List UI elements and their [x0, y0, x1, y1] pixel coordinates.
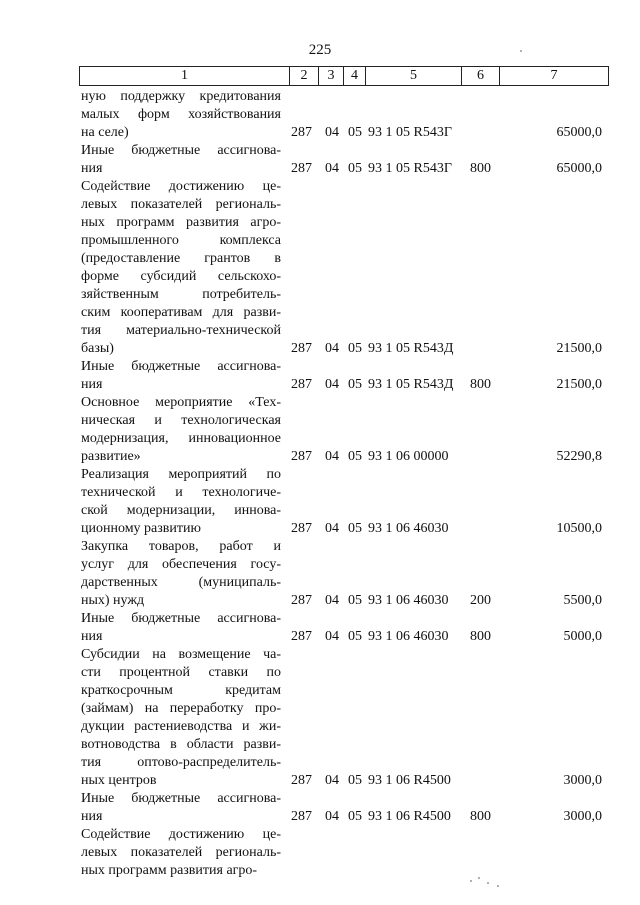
row-code-expense-type: 800	[470, 377, 491, 392]
row-description	[81, 646, 281, 790]
row-code-subsection: 05	[348, 773, 362, 788]
row-code-subsection: 05	[348, 593, 362, 608]
row-code-target: 93 1 05 R543Д	[368, 377, 454, 392]
description-line: малых форм хозяйствования	[81, 107, 281, 122]
row-amount: 3000,0	[563, 809, 602, 824]
row-code-target: 93 1 06 00000	[368, 449, 449, 464]
row-description	[81, 538, 281, 610]
description-line: ния	[81, 161, 103, 176]
row-code-subsection: 05	[348, 341, 362, 356]
table-header	[79, 66, 609, 86]
row-code-section: 04	[325, 449, 339, 464]
scan-speck	[520, 50, 522, 52]
row-code-admin: 287	[291, 377, 312, 392]
row-code-admin: 287	[291, 773, 312, 788]
row-description	[81, 178, 281, 358]
description-line: сти процентной ставки по	[81, 665, 281, 680]
description-line: дарственных (муниципаль-	[81, 575, 281, 590]
header-col-2: 2	[289, 67, 318, 85]
row-code-section: 04	[325, 341, 339, 356]
row-code-admin: 287	[291, 521, 312, 536]
row-code-section: 04	[325, 377, 339, 392]
row-code-subsection: 05	[348, 161, 362, 176]
page-number: 225	[308, 42, 332, 58]
description-line: дукции растениеводства и жи-	[81, 719, 281, 734]
header-col-7: 7	[499, 67, 608, 85]
description-line: Содействие достижению це-	[81, 179, 281, 194]
description-line: ния	[81, 377, 103, 392]
row-code-target: 93 1 05 R543Г	[368, 125, 452, 140]
description-line: Основное мероприятие «Тех-	[81, 395, 281, 410]
description-line: ния	[81, 629, 103, 644]
row-description	[81, 790, 281, 826]
description-line: Закупка товаров, работ и	[81, 539, 281, 554]
row-code-admin: 287	[291, 161, 312, 176]
row-code-section: 04	[325, 809, 339, 824]
row-code-target: 93 1 05 R543Г	[368, 161, 452, 176]
row-code-expense-type: 200	[470, 593, 491, 608]
description-line: ных) нужд	[81, 593, 145, 608]
row-code-section: 04	[325, 593, 339, 608]
row-code-subsection: 05	[348, 449, 362, 464]
description-line: форме субсидий сельскохо-	[81, 269, 281, 284]
description-line: (предоставление грантов в	[81, 251, 281, 266]
description-line: технической и технологиче-	[81, 485, 281, 500]
row-code-subsection: 05	[348, 521, 362, 536]
description-line: Иные бюджетные ассигнова-	[81, 611, 281, 626]
row-code-section: 04	[325, 161, 339, 176]
row-amount: 10500,0	[556, 521, 602, 536]
row-amount: 21500,0	[556, 341, 602, 356]
row-code-expense-type: 800	[470, 809, 491, 824]
description-line: (займам) на переработку про-	[81, 701, 281, 716]
description-line: ния	[81, 809, 103, 824]
row-code-subsection: 05	[348, 377, 362, 392]
description-line: левых показателей региональ-	[81, 845, 281, 860]
header-col-5: 5	[365, 67, 461, 85]
description-line: ных центров	[81, 773, 157, 788]
row-code-admin: 287	[291, 629, 312, 644]
description-line: Иные бюджетные ассигнова-	[81, 359, 281, 374]
row-code-expense-type: 800	[470, 161, 491, 176]
row-description	[81, 142, 281, 178]
row-amount: 65000,0	[556, 161, 602, 176]
row-amount: 21500,0	[556, 377, 602, 392]
scan-speck	[478, 877, 480, 879]
row-code-subsection: 05	[348, 809, 362, 824]
description-line: услуг для обеспечения госу-	[81, 557, 281, 572]
scan-speck	[497, 885, 499, 887]
description-line: ных программ развития агро-	[81, 215, 281, 230]
description-line: Субсидии на возмещение ча-	[81, 647, 281, 662]
row-code-target: 93 1 06 46030	[368, 629, 449, 644]
header-col-6: 6	[461, 67, 499, 85]
row-code-section: 04	[325, 773, 339, 788]
description-line: краткосрочным кредитам	[81, 683, 281, 698]
row-code-target: 93 1 06 46030	[368, 521, 449, 536]
row-description	[81, 466, 281, 538]
description-line: тия оптово-распределитель-	[81, 755, 281, 770]
row-code-section: 04	[325, 125, 339, 140]
row-description	[81, 358, 281, 394]
row-code-admin: 287	[291, 809, 312, 824]
description-line: развитие»	[81, 449, 141, 464]
row-code-admin: 287	[291, 449, 312, 464]
header-col-1: 1	[181, 68, 188, 83]
row-description	[81, 826, 281, 880]
row-code-subsection: 05	[348, 629, 362, 644]
description-line: на селе)	[81, 125, 129, 140]
description-line: Иные бюджетные ассигнова-	[81, 791, 281, 806]
row-code-section: 04	[325, 521, 339, 536]
header-col-4: 4	[343, 67, 365, 85]
description-line: Реализация мероприятий по	[81, 467, 281, 482]
row-code-target: 93 1 06 R4500	[368, 773, 451, 788]
description-line: тия материально-технической	[81, 323, 281, 338]
row-code-target: 93 1 05 R543Д	[368, 341, 454, 356]
description-line: ским кооперативам для разви-	[81, 305, 281, 320]
description-line: ской модернизации, иннова-	[81, 503, 281, 518]
row-amount: 65000,0	[556, 125, 602, 140]
row-amount: 3000,0	[563, 773, 602, 788]
description-line: ных программ развития агро-	[81, 863, 258, 878]
description-line: Содействие достижению це-	[81, 827, 281, 842]
description-line: базы)	[81, 341, 114, 356]
row-description	[81, 610, 281, 646]
row-code-admin: 287	[291, 125, 312, 140]
row-code-admin: 287	[291, 593, 312, 608]
row-code-admin: 287	[291, 341, 312, 356]
row-code-subsection: 05	[348, 125, 362, 140]
description-line: модернизация, инновационное	[81, 431, 281, 446]
row-code-section: 04	[325, 629, 339, 644]
row-amount: 5000,0	[563, 629, 602, 644]
description-line: промышленного комплекса	[81, 233, 281, 248]
description-line: Иные бюджетные ассигнова-	[81, 143, 281, 158]
description-line: вотноводства в области разви-	[81, 737, 281, 752]
description-line: зяйственным потребитель-	[81, 287, 281, 302]
scan-speck	[470, 880, 472, 882]
row-description	[81, 88, 281, 142]
header-col-3: 3	[318, 67, 343, 85]
row-code-target: 93 1 06 46030	[368, 593, 449, 608]
row-code-target: 93 1 06 R4500	[368, 809, 451, 824]
description-line: ционному развитию	[81, 521, 201, 536]
row-description	[81, 394, 281, 466]
scan-speck	[487, 882, 489, 884]
row-amount: 52290,8	[556, 449, 602, 464]
row-amount: 5500,0	[563, 593, 602, 608]
description-line: левых показателей региональ-	[81, 197, 281, 212]
description-line: ную поддержку кредитования	[81, 89, 281, 104]
row-code-expense-type: 800	[470, 629, 491, 644]
description-line: ническая и технологическая	[81, 413, 281, 428]
